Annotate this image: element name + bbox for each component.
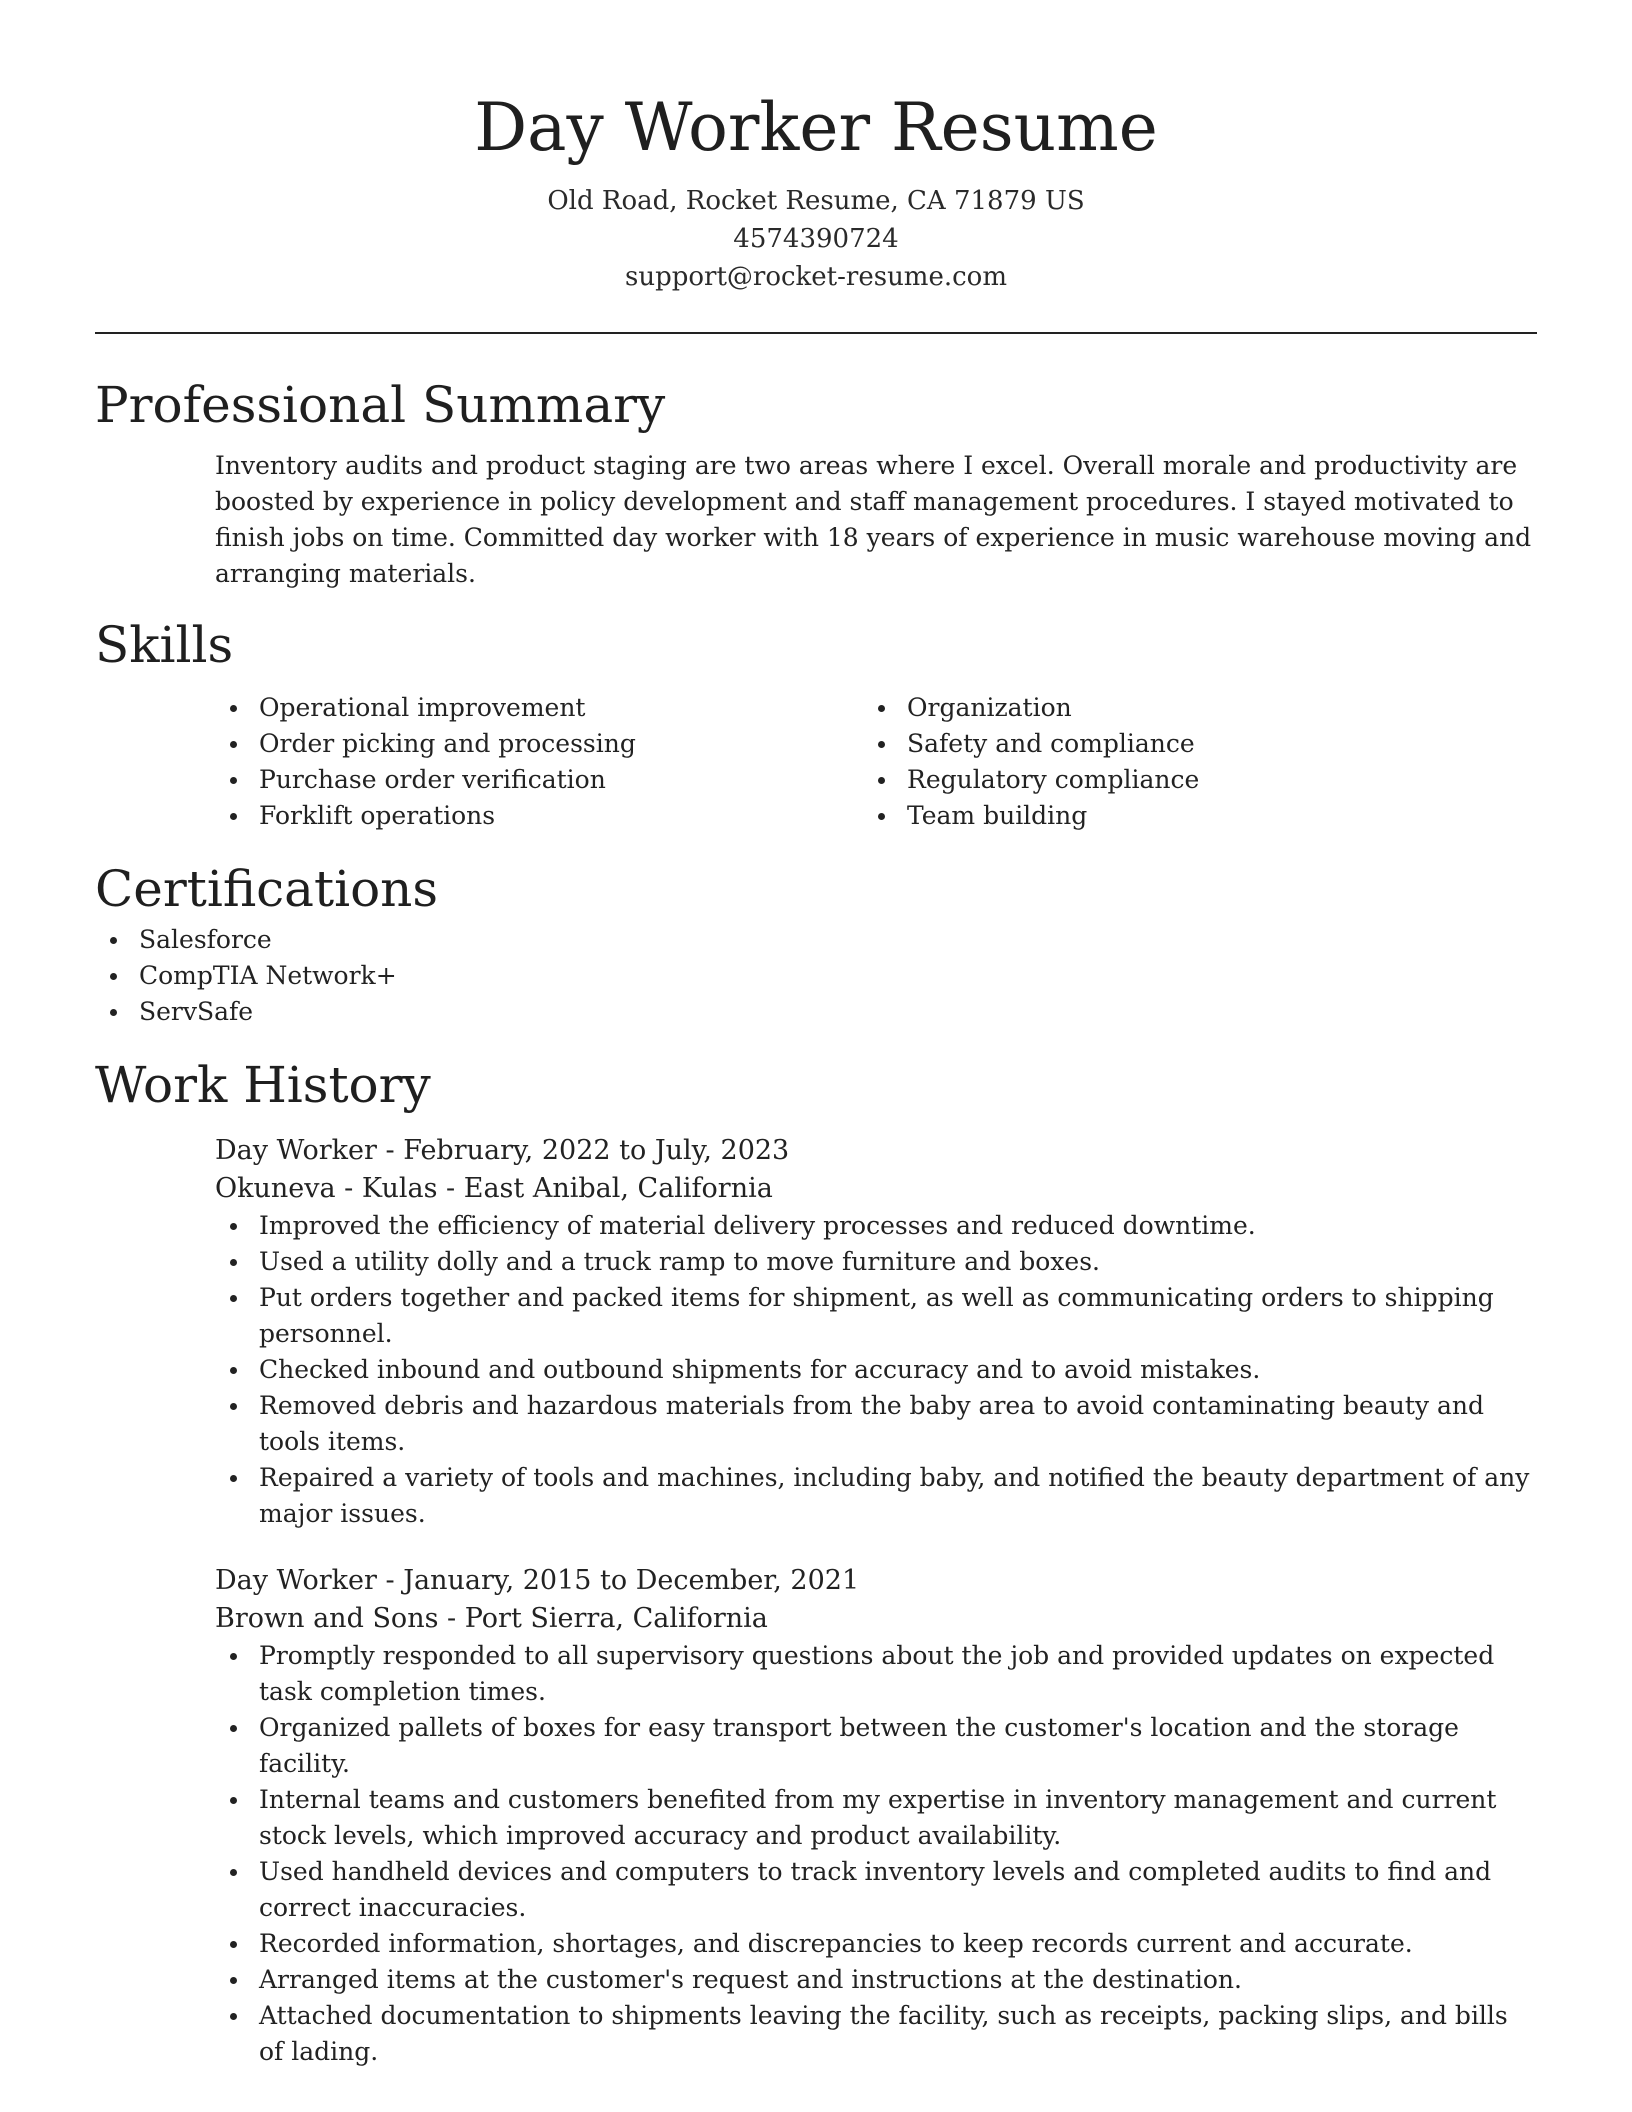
job-duty-item: Repaired a variety of tools and machines, including baby, and notified the beauty department of any major issues. [215,1460,1537,1532]
skill-item: Team building [863,798,1511,834]
job-entry [215,1132,1537,1532]
skill-item: Organization [863,690,1511,726]
job-duty-item: Internal teams and customers benefited from my expertise in inventory management and current stock levels, which improved accuracy and product availability. [215,1782,1537,1854]
certification-item: CompTIA Network+ [95,958,1537,994]
work-history-heading: Work History [95,1056,431,1114]
header-divider [95,332,1537,334]
resume-header [95,0,1537,296]
skill-item: Purchase order verification [215,762,863,798]
job-entry [215,1562,1537,2070]
certifications-list [95,922,1537,1030]
job-duty-item: Used a utility dolly and a truck ramp to move furniture and boxes. [215,1244,1537,1280]
skills-right-column [863,690,1511,834]
skill-item: Forklift operations [215,798,863,834]
skill-item: Operational improvement [215,690,863,726]
summary-text: Inventory audits and product staging are two areas where I excel. Overall morale and productivity are boosted by experience in policy development and staff management procedures. I stayed motivated to finish jobs on time. Committed day worker with 18 years of experience in music warehouse moving and arranging materials. [215,451,1532,588]
contact-block [95,182,1537,296]
work-history-section [95,1052,1537,2070]
skill-item: Order picking and processing [215,726,863,762]
phone-text: 4574390724 [733,224,899,254]
job-duty-item: Used handheld devices and computers to track inventory levels and completed audits to find and correct inaccuracies. [215,1854,1537,1926]
skills-grid [215,690,1537,834]
skill-item: Regulatory compliance [863,762,1511,798]
job-duty-item: Improved the efficiency of material delivery processes and reduced downtime. [215,1208,1537,1244]
email-text: support@rocket-resume.com [624,262,1007,292]
job-duty-item: Put orders together and packed items for shipment, as well as communicating orders to shipping personnel. [215,1280,1537,1352]
job-duty-item: Organized pallets of boxes for easy transport between the customer's location and the storage facility. [215,1710,1537,1782]
job-duties-list [215,1208,1537,1532]
summary-section [95,372,1537,592]
certifications-heading: Certifications [95,860,439,918]
job-duty-item: Arranged items at the customer's request and instructions at the destination. [215,1962,1537,1998]
skills-section [95,612,1537,834]
skill-item: Safety and compliance [863,726,1511,762]
job-duty-item: Promptly responded to all supervisory questions about the job and provided updates on expected task completion times. [215,1638,1537,1710]
job-company-line: Brown and Sons - Port Sierra, California [215,1603,768,1634]
skills-left-column [215,690,863,834]
summary-heading: Professional Summary [95,376,666,434]
job-duties-list [215,1638,1537,2070]
certification-item: Salesforce [95,922,1537,958]
job-company-line: Okuneva - Kulas - East Anibal, California [215,1173,773,1204]
resume-title: Day Worker Resume [474,89,1158,166]
skills-heading: Skills [95,616,234,674]
job-duty-item: Recorded information, shortages, and discrepancies to keep records current and accurate. [215,1926,1537,1962]
job-title-line: Day Worker - February, 2022 to July, 2023 [215,1135,790,1166]
job-duty-item: Attached documentation to shipments leaving the facility, such as receipts, packing slips, and bills of lading. [215,1998,1537,2070]
certification-item: ServSafe [95,994,1537,1030]
address-text: Old Road, Rocket Resume, CA 71879 US [547,186,1085,216]
job-duty-item: Checked inbound and outbound shipments for accuracy and to avoid mistakes. [215,1352,1537,1388]
certifications-section [95,856,1537,1030]
job-title-line: Day Worker - January, 2015 to December, 2021 [215,1565,860,1596]
job-duty-item: Removed debris and hazardous materials from the baby area to avoid contaminating beauty and tools items. [215,1388,1537,1460]
